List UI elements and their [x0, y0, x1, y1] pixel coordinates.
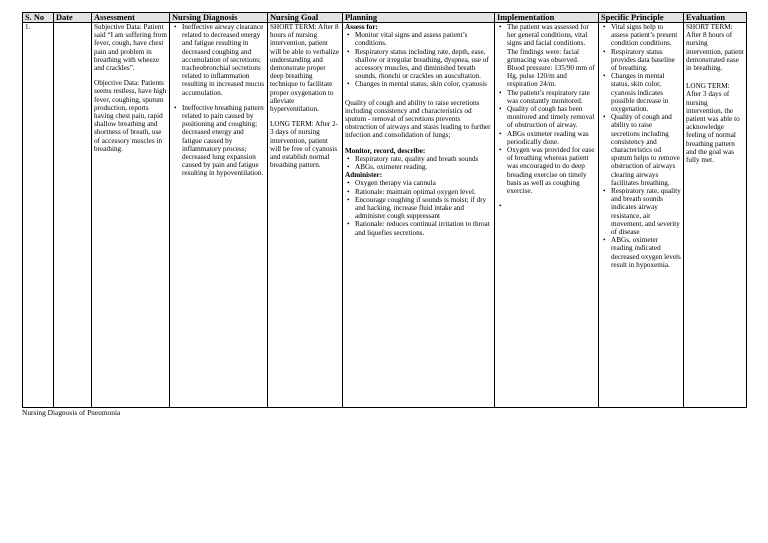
cough-quality-paragraph: Quality of cough and ability to raise secretions including consistency and characteristics od sputum - removal of secretions prevents obstruction of airways and stasis leading to further infection and consolidation of lungs; [345, 98, 491, 140]
list-item: • Quality of cough and ability to raise secretions including consistency and characteristics od sputum helps to remove obstruction of airways clearing airways facilitates breathing. [611, 113, 681, 187]
list-item: • Ineffective airway clearance related to decreased energy and fatigue resulting in decreased coughing and accumulation of secretions; tracheobronchial secretions related to inflammation resulting in increased mucus accumulation. [182, 23, 265, 97]
header-assessment: Assessment [92, 13, 170, 23]
list-item: • Monitor vital signs and assess patient’s conditions. [355, 31, 492, 47]
list-item: • Vital signs help to assess patient’s present condition conditions. [611, 23, 681, 48]
table-row [23, 23, 747, 408]
diagnosis-list [172, 23, 265, 178]
table-caption: Nursing Diagnosis of Pneumonia [22, 408, 121, 417]
cell-assessment [92, 23, 170, 408]
list-item: • ABGs, oximeter reading. [355, 163, 492, 171]
list-item: • The patient’s respiratory rate was constantly monitored. [507, 89, 596, 105]
header-evaluation: Evaluation [684, 13, 747, 23]
list-item: • Respiratory rate, quality and breath sounds [355, 155, 492, 163]
list-item: • ABGs oximeter reading was periodically done. [507, 130, 596, 146]
short-term-goal: SHORT TERM: After 8 hours of nursing intervention, patient will be able to verbalize understanding and demonstrate proper deep breathing technique to facilitate proper oxygenation to alleviate hyperventilation. [270, 23, 340, 114]
implementation-list [497, 23, 596, 195]
short-term-evaluation: SHORT TERM: After 8 hours of nursing intervention, patient demonstrated ease in breathing. [686, 23, 744, 73]
list-item: • Quality of cough has been monitored and timely removal of obstruction of airway. [507, 105, 596, 130]
assess-heading: Assess for: [345, 23, 378, 31]
header-row [23, 13, 747, 23]
list-item: • ABGs, oximeter reading indicated decreased oxygen levels result in hypoxemia. [611, 236, 681, 269]
assess-list [345, 31, 492, 88]
administer-list [345, 179, 492, 236]
cell-implementation [495, 23, 599, 408]
list-item: • Rationale: reduces continual irritation to throat and liquefies secretions. [355, 220, 492, 236]
list-item: • Ineffective breathing pattern related to pain caused by positioning and coughing; decreased energy and fatigue caused by inflammatory process; decreased lung expansion caused by pain and fatigue resulting in hypoventilation. [182, 104, 265, 178]
long-term-goal: LONG TERM: After 2-3 days of nursing intervention, patient will be free of cyanosis and establish normal breathing pattern. [270, 120, 338, 170]
cell-planning [343, 23, 495, 408]
list-item: • Oxygen therapy via cannula [355, 179, 492, 187]
cell-diagnosis [170, 23, 268, 408]
objective-data: Objective Data: Patients seems restless, have high fever, coughing, sputum production, reports having chest pain, rapid shallow breathing and shortness of breath, use of accessory muscles in breathing. [94, 79, 167, 153]
principle-list [601, 23, 681, 269]
header-goal: Nursing Goal [268, 13, 343, 23]
list-item: • The patient was assessed for her general conditions, vital signs and facial conditions. The findings were: facial grimacing was observed. Blood pressure: 135/90 mm of Hg, pulse 120/m and respiration 24/m. [507, 23, 596, 89]
header-planning: Planning [343, 13, 495, 23]
header-sno: S. No [23, 13, 54, 23]
cell-goal [268, 23, 343, 408]
list-item: • Respiratory status including rate, depth, ease, shallow or irregular breathing, dyspnea, use of accessory muscles, and diminished breath sounds, rhonchi or crackles on auscultation. [355, 48, 492, 81]
subjective-data: Subjective Data: Patient said “I am suffering from fever, cough, have chest pain and problem in breathing with wheeze and crackles”. [94, 23, 167, 73]
header-diagnosis: Nursing Diagnosis [170, 13, 268, 23]
monitor-heading: Monitor, record, describe: [345, 146, 426, 155]
list-item: • Oxygen was provided for ease of breathing whereas patient was encouraged to do deep breading exercise on timely basis as well as coughing exercise. [507, 146, 596, 195]
nursing-care-plan-table [22, 12, 747, 408]
list-item: • Changes in mental status, skin color, cyanosis indicates possible decrease in oxygenation. [611, 72, 681, 113]
cell-sno: 1. [23, 23, 54, 408]
list-item: • Changes in mental status, skin color, cyanosis [355, 80, 492, 88]
list-item: • Respiratory status provides data baseline of breathing. [611, 48, 681, 73]
monitor-list [345, 155, 492, 171]
list-item: • Respiratory rate, quality and breath sounds indicates airway resistance, air movement, and severity of disease [611, 187, 681, 236]
long-term-evaluation: LONG TERM: After 3 days of nursing intervention, the patient was able to acknowledge feeling of normal breathing pattern and the goal was fully met. [686, 82, 740, 165]
header-implementation: Implementation [495, 13, 599, 23]
header-principle: Specific Principle [599, 13, 684, 23]
cell-principle [599, 23, 684, 408]
list-item: • Rationale: maintain optimal oxygen level. [355, 188, 492, 196]
list-item: • Encourage coughing if sounds is moist; if dry and hacking, increase fluid intake and administer cough suppressant [355, 196, 492, 221]
cell-evaluation [684, 23, 747, 408]
administer-heading: Administer: [345, 171, 383, 180]
header-date: Date [54, 13, 92, 23]
cell-date [54, 23, 92, 408]
